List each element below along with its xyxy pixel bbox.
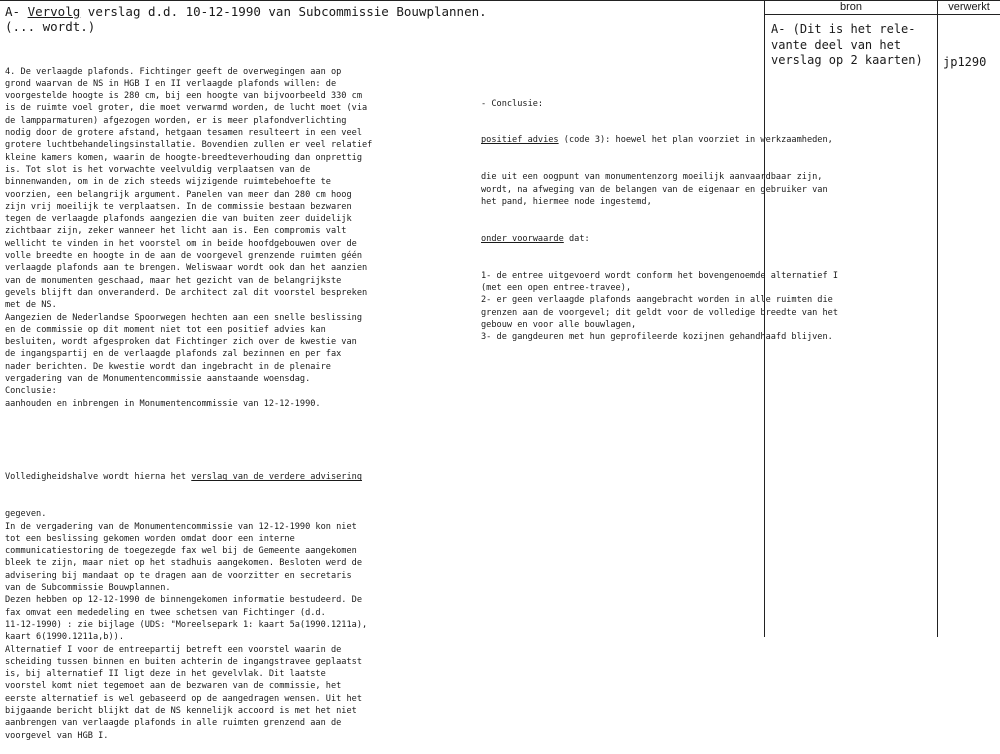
text-line: volle breedte en hoogte in de aan de voorgevel grenzende ruimten géén — [5, 251, 362, 262]
text-line: van de Subcommissie Bouwplannen. — [5, 583, 171, 594]
text-line: voorzien, een belangrijk argument. Panelen van meer dan 280 cm hoog — [5, 189, 352, 200]
document-title: A- Vervolg verslag d.d. 10-12-1990 van Subcommissie Bouwplannen. (... wordt.) — [5, 4, 487, 34]
text-line: aanhouden en inbrengen in Monumentencommissie van 12-12-1990. — [5, 398, 321, 409]
text-line: voorstel komt niet tegemoet aan de bezwaren van de commissie, het — [5, 681, 342, 692]
text-line: nodig door de grotere afstand, hetgaan tesamen resulteert in een veel — [5, 128, 362, 139]
text-line: communicatiestoring de toegezegde fax wel bij de Gemeente aangekomen — [5, 546, 357, 557]
text-line: het pand, hiermee node ingestemd, — [481, 196, 652, 207]
verwerkt-column-divider — [937, 0, 938, 637]
text-line: (met een open entree-travee), — [481, 283, 632, 294]
text-line: advisering bij mandaat op te dragen aan de voorzitter en secretaris — [5, 570, 352, 581]
conclusie-label: - Conclusie: — [481, 98, 544, 109]
onder-voorwaarde-line: onder voorwaarde dat: — [481, 233, 590, 244]
text-line: vergadering van de Monumentencommissie aanstaande woensdag. — [5, 374, 311, 385]
right-column-text — [481, 73, 838, 356]
text-line: is de ruimte voel groter, die moet verwarmd worden, de lucht moet (via — [5, 103, 368, 114]
text-line: grenzen aan de voorgevel; dit geldt voor de volledige breedte van het — [481, 307, 838, 318]
text-line: en de commissie op dit moment niet tot een positief advies kan — [5, 324, 326, 335]
text-line: zichtbaar zijn, zeker wanneer het licht aan is. Een compromis valt — [5, 226, 347, 237]
text-line: tegen de verlaagde plafonds aangezien die van buiten zeer duidelijk — [5, 214, 352, 225]
text-line: gegeven. — [5, 509, 47, 520]
verwerkt-value: jp1290 — [943, 55, 987, 69]
text-line: van de monumenten geschaad, maar het gezicht van de belangrijkste — [5, 275, 342, 286]
text-line: de ingangspartij en de verlaagde plafonds zal bezinnen en per fax — [5, 349, 342, 360]
text-line: verlaagde plafonds aan te brengen. Weliswaar wordt ook dan het aanzien — [5, 263, 368, 274]
text-line: is. Tot slot is het vorwachte veelvuldig verplaatsen van de — [5, 164, 311, 175]
text-line: gebouw en voor alle bouwlagen, — [481, 319, 637, 330]
text-line: scheiding tussen binnen en buiten achterin de ingangstravee geplaatst — [5, 656, 362, 667]
text-line: 11-12-1990) : zie bijlage (UDS: "Moreelsepark 1: kaart 5a(1990.1211a), — [5, 619, 368, 630]
document-title-line2: (... wordt.) — [5, 19, 96, 34]
text-line: kaart 6(1990.1211a,b)). — [5, 632, 124, 643]
text-line: die uit een oogpunt van monumentenzorg moeilijk aanvaardbaar zijn, — [481, 172, 823, 183]
text-line: grond waarvan de NS in HGB I en II verlaagde plafonds willen: de — [5, 78, 337, 89]
text-line: eerste alternatief is wel gebaseerd op de aangedragen wensen. Uit het — [5, 693, 362, 704]
verlaagde-plafonds-section — [5, 66, 372, 410]
text-line: 1- de entree uitgevoerd wordt conform het bovengenoemde alternatief I — [481, 270, 838, 281]
text-line: 4. De verlaagde plafonds. Fichtinger geeft de overwegingen aan op — [5, 66, 342, 77]
text-line: nader berichten. De kwestie wordt dan ingebracht in de plenaire — [5, 361, 331, 372]
text-line: voorgestelde hoogte is 280 cm, bij een hoogte van bijvoorbeeld 330 cm — [5, 91, 362, 102]
text-line: kleine kamers komen, waarin de hoogte-breedteverhouding dan onprettig — [5, 152, 362, 163]
text-line: Alternatief I voor de entreepartij betreft een voorstel waarin de — [5, 644, 342, 655]
text-line: aanbrengen van verlaagde plafonds in alle ruimten grenzend aan de — [5, 718, 342, 729]
text-line: de lampparmaturen) afgezogen worden, er is meer plafondverlichting — [5, 115, 347, 126]
text-line: tot een beslissing gekomen worden omdat door een interne — [5, 533, 295, 544]
text-line: zijn vrij moeilijk te verplaatsen. In de commissie bestaan bezwaren — [5, 201, 352, 212]
bron-header: bron — [839, 1, 863, 13]
text-line: wordt, na afweging van de belangen van de eigenaar en gebruiker van — [481, 184, 828, 195]
text-line: bleek te zijn, maar niet op het stadhuis aangekomen. Besloten werd de — [5, 558, 362, 569]
text-line: fax omvat een mededeling en twee schetsen van Fichtinger (d.d. — [5, 607, 326, 618]
text-line: is, bij alternatief II ligt deze in het gevelvlak. Dit laatste — [5, 669, 326, 680]
text-line: 3- de gangdeuren met hun geprofileerde kozijnen gehandhaafd blijven. — [481, 332, 833, 343]
text-line: bijgaande bericht blijkt dat de NS kennelijk accoord is met het niet — [5, 706, 357, 717]
text-line: 2- er geen verlaagde plafonds aangebracht worden in alle ruimten die — [481, 295, 833, 306]
text-line: voorgevel van HGB I. — [5, 730, 109, 741]
text-line: gevels blijft dan onveranderd. De architect zal dit voorstel bespreken — [5, 287, 368, 298]
verwerkt-header: verwerkt — [948, 1, 990, 13]
advisering-section — [5, 508, 372, 742]
left-column-text — [5, 41, 372, 754]
text-line: In de vergadering van de Monumentencommissie van 12-12-1990 kon niet — [5, 521, 357, 532]
header-underline — [764, 14, 1000, 15]
text-line: wellicht te vinden in het voorstel om in beide hoofdgebouwen over de — [5, 238, 357, 249]
bron-note: A- (Dit is het rele- vante deel van het verslag op 2 kaarten) — [771, 22, 923, 67]
text-line: Conclusie: — [5, 386, 57, 397]
text-line: Aangezien de Nederlandse Spoorwegen hechten aan een snelle beslissing — [5, 312, 362, 323]
text-line: binnenwanden, om in de zich steeds wijzigende ruimtebehoefte te — [5, 177, 331, 188]
text-line: besluiten, wordt afgesproken dat Fichtinger zich over de kwestie van — [5, 337, 357, 348]
positief-advies-line: positief advies (code 3): hoewel het plan voorziet in werkzaamheden, — [481, 135, 833, 146]
text-line: met de NS. — [5, 300, 57, 311]
text-line: Dezen hebben op 12-12-1990 de binnengekomen informatie bestudeerd. De — [5, 595, 362, 606]
text-line: grotere luchtbehandelingsinstallatie. Bovendien zullen er veel relatief — [5, 140, 373, 151]
volledigheid-line: Volledigheidshalve wordt hierna het verslag van de verdere advisering — [5, 472, 363, 483]
